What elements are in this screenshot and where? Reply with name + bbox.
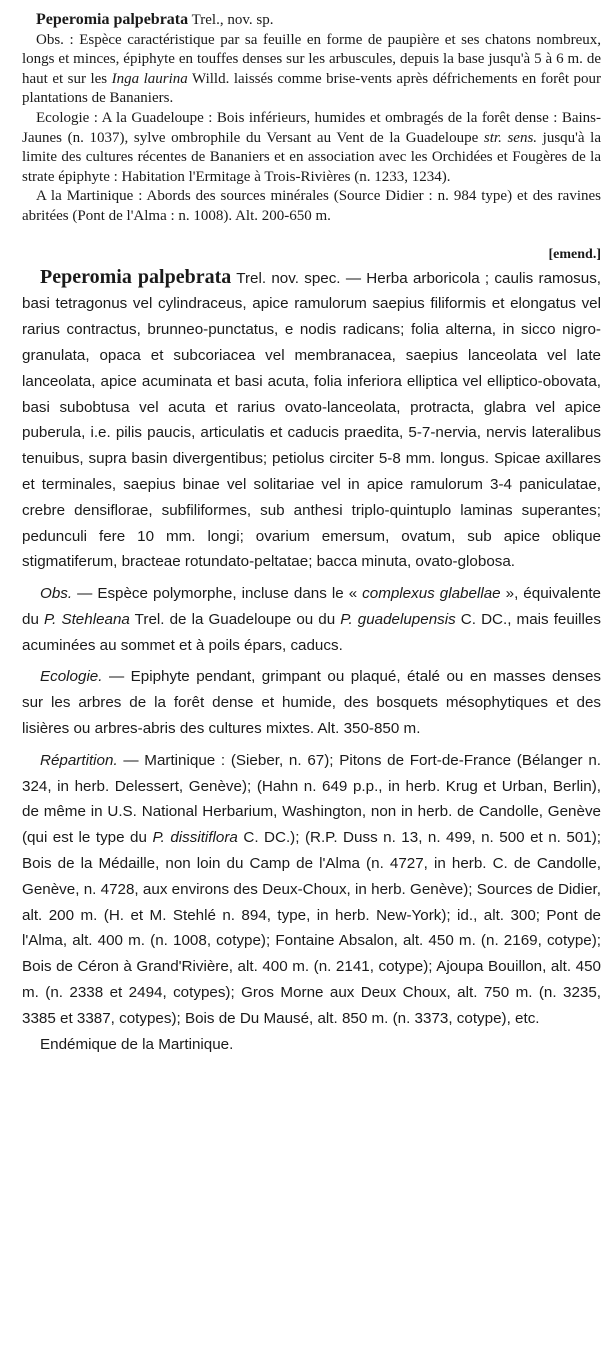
emended-description-section (22, 265, 601, 1058)
species-name-original: Peperomia palpebrata (36, 11, 189, 28)
ecologie-paragraph-original: Ecologie : A la Guadeloupe : Bois inférieurs, humides et ombragés de la forêt dense : Bains-Jaunes (n. 1037), sylve ombrophile du Versant au Vent de la Guadeloupe str. sens. jusqu'à la limite des cultures récentes de Bananiers et en association avec les Orchidées et Fougères de la strate épiphyte : Habitation l'Ermitage à Trois-Rivières (n. 1233, 1234). (22, 109, 601, 185)
latin-description: Peperomia palpebrata Trel. nov. spec. — Herba arboricola ; caulis ramosus, basi tetragonus vel cylindraceus, apice ramulorum saepius filiformis et elongatus vel rarius contractus, brunneo-punctatus, e nodis radicans; folia alterna, in sicco nigro-granulata, opaca et subcoriacea vel membranacea, saepius lanceolata vel late lanceolata, apice acuminata et basi acuta, folia inferiora elliptica vel elliptico-obovata, basi subobtusa vel acuta et rarius ovato-lanceolata, protracta, glabra vel apice puberula, i.e. pilis paucis, articulatis et caducis praedita, 5-7-nervia, nervis lateralibus tenuibus, supra basin divergentibus; petiolus circiter 5-8 mm. longus. Spicae axillares et terminales, saepius binae vel solitariae vel in apice ramulorum 3-4 paniculatae, crebre densiflorae, subfiliformes, sub anthesi triplo-quintuplo laminas superantes; pedunculi fere 10 mm. longi; ovarium emersum, ovatum, sub apice oblique stigmatiferum, bracteae rotundato-peltatae; bacca minuta, ovato-globosa. (22, 265, 602, 571)
obs-paragraph-original: Obs. : Espèce caractéristique par sa feuille en forme de paupière et ses chatons nombreux, longs et minces, épiphyte en touffes denses sur les arbuscules, depuis la base jusqu'à 5 à 6 m. de haut et sur les Inga laurina Willd. laissés comme brise-vents après défrichements en forêt pour plantations de Bananiers. (22, 31, 601, 107)
species-name-emended: Peperomia palpebrata (40, 265, 232, 288)
species-heading-original: Peperomia palpebrata Trel., nov. sp. (36, 11, 274, 28)
emend-marker: [emend.] (548, 246, 601, 262)
obs-paragraph: Obs. — Espèce polymorphe, incluse dans le « complexus glabellae », équivalente du P. Stehleana Trel. de la Guadeloupe ou du P. guadelupensis C. DC., mais feuilles acuminées au sommet et à poils épars, caducs. (22, 585, 601, 654)
repartition-paragraph: Répartition. — Martinique : (Sieber, n. 67); Pitons de Fort-de-France (Bélanger n. 324, in herb. Delessert, Genève); (Hahn n. 649 p.p., in herb. Krug et Urban, Berlin), de même in U.S. National Herbarium, Washington, non in herb. de Candolle, Genève (qui est le type du P. dissitiflora C. DC.); (R.P. Duss n. 13, n. 499, n. 500 et n. 501); Bois de la Médaille, non loin du Camp de l'Alma (n. 4727, in herb. C. de Candolle, Genève, n. 4728, aux environs des Deux-Choux, in herb. Genève); Sources de Didier, alt. 200 m. (H. et M. Stehlé n. 894, type, in herb. New-York); id., alt. 300; Pont de l'Alma, alt. 400 m. (n. 1008, cotype); Fontaine Absalon, alt. 450 m. (n. 2169, cotype); Bois de Céron à Grand'Rivière, alt. 400 m. (n. 2141, cotype); Ajoupa Bouillon, alt. 450 m. (n. 2338 et 2494, cotypes); Gros Morne aux Deux Choux, alt. 750 m. (n. 3235, 3385 et 3387, cotypes); Bois de Du Mausé, alt. 850 m. (n. 3373, cotype), etc. (22, 751, 602, 1027)
endemic-note: Endémique de la Martinique. (40, 1035, 234, 1053)
martinique-paragraph-original: A la Martinique : Abords des sources minérales (Source Didier : n. 984 type) et des ravines abritées (Pont de l'Alma : n. 1008). Alt. 200-650 m. (22, 188, 601, 224)
original-description-section (22, 10, 601, 227)
ecologie-paragraph: Ecologie. — Epiphyte pendant, grimpant ou plaqué, étalé ou en masses denses sur les arbres de la forêt dense et humide, des bosquets mésophytiques et des lisières ou arbres-abris des cultures mixtes. Alt. 350-850 m. (22, 668, 601, 738)
